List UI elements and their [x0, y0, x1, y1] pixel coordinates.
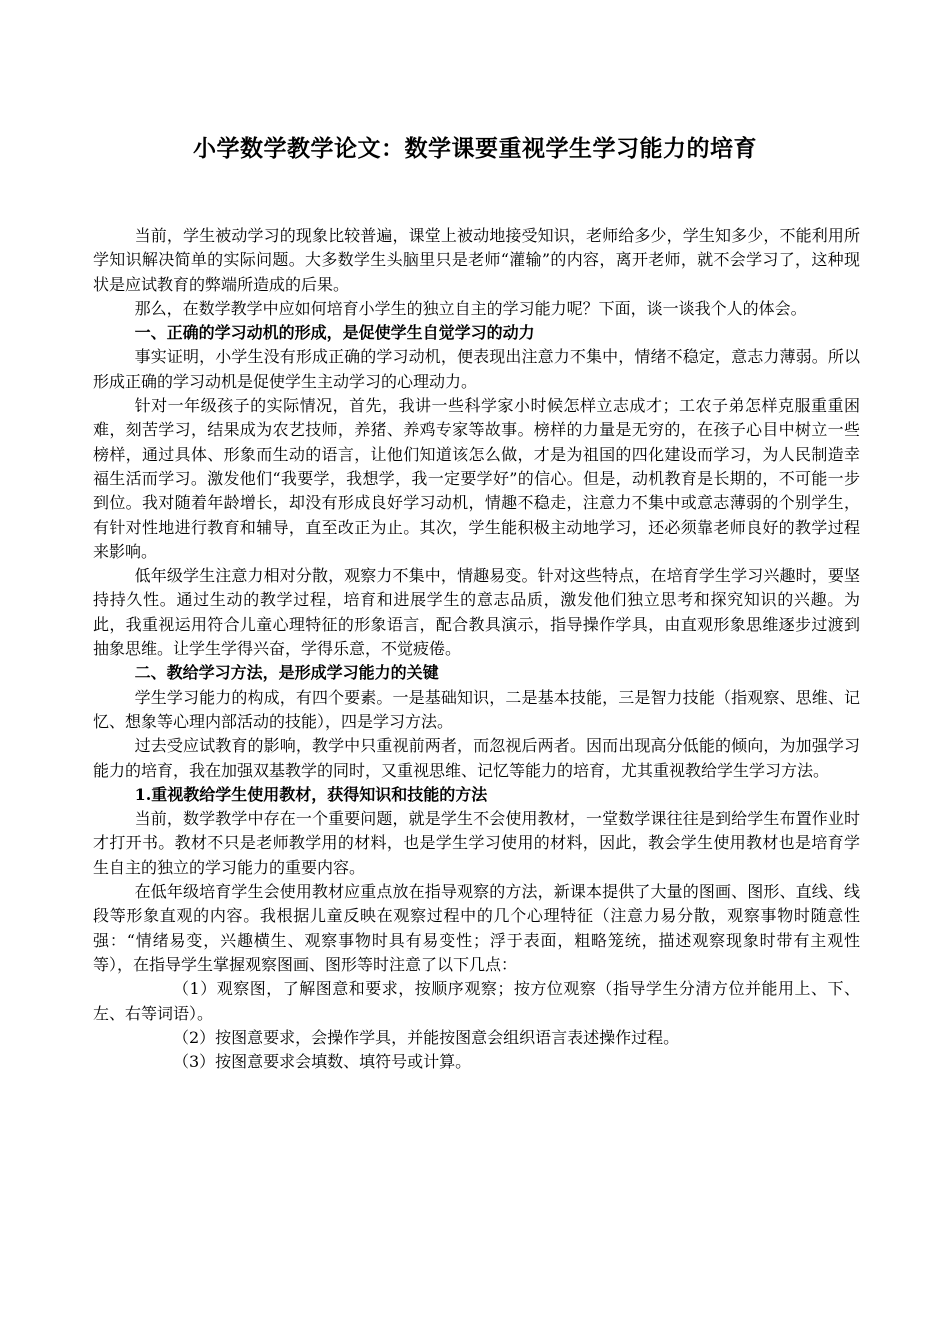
paragraph: 当前，数学教学中存在一个重要问题，就是学生不会使用教材，一堂数学课往往是到给学生布置作业时才打开书。教材不只是老师教学用的材料，也是学生学习使用的材料，因此，教会学生使用教材也是培育学生自主的独立的学习能力的重要内容。 — [93, 809, 860, 877]
paragraph: 那么，在数学教学中应如何培育小学生的独立自主的学习能力呢？下面，谈一谈我个人的体会。 — [134, 298, 807, 318]
section-heading: 一、正确的学习动机的形成，是促使学生自觉学习的动力 — [134, 323, 535, 343]
paragraph: 过去受应试教育的影响，教学中只重视前两者，而忽视后两者。因而出现高分低能的倾向，为加强学习能力的培育，我在加强双基教学的同时，又重视思维、记忆等能力的培育，尤其重视教给学生学习方法。 — [93, 736, 860, 780]
paragraph: 学生学习能力的构成，有四个要素。一是基础知识，二是基本技能，三是智力技能（指观察、思维、记忆、想象等心理内部活动的技能），四是学习方法。 — [93, 687, 860, 731]
paragraph: 当前，学生被动学习的现象比较普遍，课堂上被动地接受知识，老师给多少，学生知多少，不能利用所学知识解决简单的实际问题。大多数学生头脑里只是老师“灌输”的内容，离开老师，就不会学习了，这种现状是应试教育的弊端所造成的后果。 — [93, 226, 860, 294]
document-body — [93, 224, 860, 1074]
section-heading: 二、教给学习方法，是形成学习能力的关键 — [134, 663, 439, 683]
paragraph: 事实证明，小学生没有形成正确的学习动机，便表现出注意力不集中，情绪不稳定，意志力薄弱。所以形成正确的学习动机是促使学生主动学习的心理动力。 — [93, 347, 860, 391]
list-item: （2）按图意要求，会操作学具，并能按图意会组织语言表述操作过程。 — [173, 1027, 680, 1047]
paragraph: 低年级学生注意力相对分散，观察力不集中，情趣易变。针对这些特点，在培育学生学习兴趣时，要坚持持久性。通过生动的教学过程，培育和进展学生的意志品质，激发他们独立思考和探究知识的兴趣。为此，我重视运用符合儿童心理特征的形象语言，配合教具演示，指导操作学具，由直观形象思维逐步过渡到抽象思维。让学生学得兴奋，学得乐意，不觉疲倦。 — [93, 566, 860, 659]
subsection-heading: 1.重视教给学生使用教材，获得知识和技能的方法 — [134, 784, 488, 804]
paragraph: 在低年级培育学生会使用教材应重点放在指导观察的方法，新课本提供了大量的图画、图形、直线、线段等形象直观的内容。我根据儿童反映在观察过程中的几个心理特征（注意力易分散，观察事物时随意性强：“情绪易变，兴趣横生、观察事物时具有易变性；浮于表面，粗略笼统，描述观察现象时带有主观性等），在指导学生掌握观察图画、图形等时注意了以下几点： — [93, 882, 860, 974]
page-title: 小学数学教学论文：数学课要重视学生学习能力的培育 — [193, 135, 757, 162]
list-item: （3）按图意要求会填数、填符号或计算。 — [173, 1052, 472, 1072]
paragraph: 针对一年级孩子的实际情况，首先，我讲一些科学家小时候怎样立志成才；工农子弟怎样克服重重困难，刻苦学习，结果成为农艺技师，养猪、养鸡专家等故事。榜样的力量是无穷的，在孩子心目中树立一些榜样，通过具体、形象而生动的语言，让他们知道该怎么做，才是为祖国的四化建设而学习，为人民制造幸福生活而学习。激发他们“我要学，我想学，我一定要学好”的信心。但是，动机教育是长期的，不可能一步到位。我对随着年龄增长，却没有形成良好学习动机，情趣不稳走，注意力不集中或意志薄弱的个别学生，有针对性地进行教育和辅导，直至改正为止。其次，学生能积极主动地学习，还必须靠老师良好的教学过程来影响。 — [93, 396, 860, 561]
list-item: （1）观察图，了解图意和要求，按顺序观察；按方位观察（指导学生分清方位并能用上、下、左、右等词语）。 — [93, 979, 860, 1023]
